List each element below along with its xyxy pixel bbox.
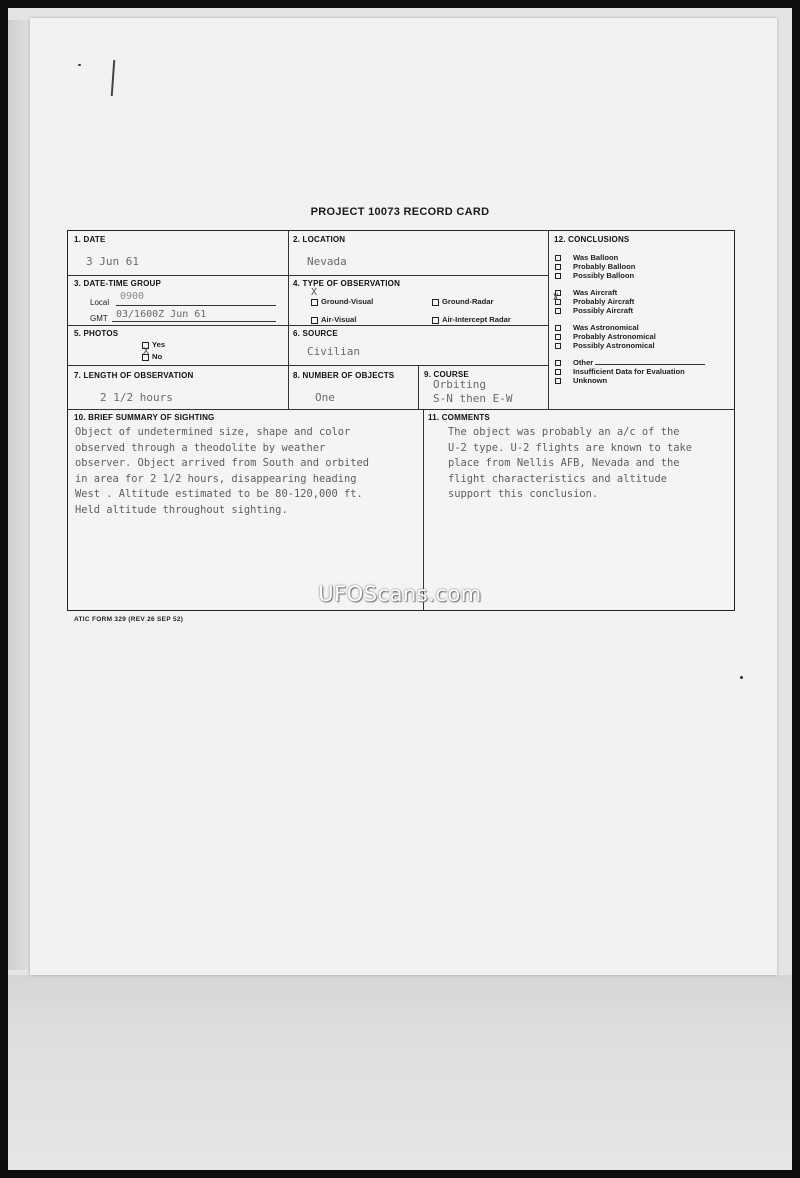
checkbox-icon bbox=[555, 325, 561, 331]
conclusion-possibly-balloon: Possibly Balloon bbox=[555, 271, 705, 280]
location-cell bbox=[289, 231, 549, 276]
summary-text bbox=[75, 425, 369, 518]
conclusion-group-astronomical bbox=[555, 323, 705, 350]
summary-cell bbox=[68, 410, 424, 610]
checkbox-icon bbox=[555, 378, 561, 384]
conclusions-label: 12. CONCLUSIONS bbox=[554, 235, 630, 244]
length-of-observation-cell bbox=[68, 366, 289, 410]
gmt-line bbox=[112, 321, 276, 322]
checkbox-icon bbox=[555, 369, 561, 375]
comments-line: support this conclusion. bbox=[448, 488, 599, 500]
conclusion-group-balloon bbox=[555, 253, 705, 280]
conclusion-was-balloon: Was Balloon bbox=[555, 253, 705, 262]
conclusion-possibly-astronomical: Possibly Astronomical bbox=[555, 341, 705, 350]
record-card bbox=[67, 230, 735, 611]
local-time-line bbox=[116, 305, 276, 306]
source-value: Civilian bbox=[307, 345, 360, 358]
comments-line: place from Nellis AFB, Nevada and the bbox=[448, 457, 680, 469]
other-underline bbox=[595, 364, 705, 365]
number-of-objects-value: One bbox=[315, 391, 335, 404]
checkbox-icon bbox=[555, 255, 561, 261]
option-photos-no: No bbox=[142, 352, 162, 361]
scan-lower-band bbox=[8, 975, 792, 1170]
number-of-objects-label: 8. NUMBER OF OBJECTS bbox=[293, 371, 395, 380]
date-cell bbox=[68, 231, 289, 276]
checkbox-icon bbox=[555, 343, 561, 349]
comments-text bbox=[448, 425, 692, 503]
conclusion-group-aircraft bbox=[555, 288, 705, 315]
source-cell bbox=[289, 326, 549, 366]
option-ground-radar: Ground-Radar bbox=[432, 297, 493, 306]
ground-visual-check-mark: X bbox=[311, 287, 318, 298]
photos-no-check-mark: X bbox=[143, 346, 150, 357]
local-time-label: Local bbox=[90, 298, 110, 307]
dust-speck bbox=[78, 64, 81, 66]
option-ground-visual: Ground-Visual bbox=[311, 297, 373, 306]
comments-line: U-2 type. U-2 flights are known to take bbox=[448, 441, 692, 454]
option-air-visual: Air-Visual bbox=[311, 315, 356, 324]
summary-line: in area for 2 1/2 hours, disappearing heading bbox=[75, 472, 357, 485]
checkbox-icon bbox=[432, 317, 439, 324]
date-time-group-cell bbox=[68, 276, 289, 326]
scan-edge-shadow bbox=[8, 20, 32, 970]
option-air-intercept-radar: Air-Intercept Radar bbox=[432, 315, 511, 324]
summary-line: observed through a theodolite by weather bbox=[75, 441, 326, 454]
type-of-observation-label: 4. TYPE OF OBSERVATION bbox=[293, 279, 401, 288]
checkbox-icon bbox=[555, 264, 561, 270]
checkbox-icon bbox=[555, 273, 561, 279]
checkbox-icon bbox=[555, 334, 561, 340]
form-identifier: ATIC FORM 329 (REV 26 SEP 52) bbox=[74, 616, 184, 623]
conclusion-unknown: Unknown bbox=[555, 376, 705, 385]
course-line-2: S-N then E-W bbox=[433, 392, 513, 405]
conclusions-cell bbox=[549, 231, 734, 410]
summary-label: 10. BRIEF SUMMARY OF SIGHTING bbox=[74, 413, 215, 422]
conclusion-probably-astronomical: Probably Astronomical bbox=[555, 332, 705, 341]
number-of-objects-cell bbox=[289, 366, 419, 410]
summary-line: West . Altitude estimated to be 80-120,000 ft. bbox=[75, 488, 363, 500]
source-label: 6. SOURCE bbox=[293, 329, 338, 338]
length-of-observation-value: 2 1/2 hours bbox=[100, 391, 173, 404]
local-time-value: 0900 bbox=[120, 291, 145, 302]
watermark: UFOScans.com bbox=[318, 582, 482, 606]
conclusion-other: Other bbox=[555, 358, 705, 367]
date-time-group-label: 3. DATE-TIME GROUP bbox=[74, 279, 162, 288]
dust-speck bbox=[740, 676, 743, 679]
gmt-label: GMT bbox=[90, 314, 108, 323]
course-label: 9. COURSE bbox=[424, 370, 469, 379]
photos-cell bbox=[68, 326, 289, 366]
conclusion-probably-aircraft: Probably Aircraft X bbox=[553, 293, 635, 306]
checkbox-icon bbox=[311, 317, 318, 324]
comments-cell bbox=[424, 410, 734, 610]
conclusions-list bbox=[555, 253, 705, 390]
option-photos-yes: Yes bbox=[142, 340, 165, 349]
comments-label: 11. COMMENTS bbox=[428, 413, 490, 422]
summary-line: Held altitude throughout sighting. bbox=[75, 503, 288, 516]
summary-line: observer. Object arrived from South and orbited bbox=[75, 457, 370, 469]
checkbox-icon bbox=[555, 360, 561, 366]
date-value: 3 Jun 61 bbox=[86, 255, 139, 268]
conclusion-was-astronomical: Was Astronomical bbox=[555, 323, 705, 332]
comments-line: The object was probably an a/c of the bbox=[448, 426, 680, 438]
checkbox-icon bbox=[432, 299, 439, 306]
conclusion-group-other bbox=[555, 358, 705, 385]
course-line-1: Orbiting bbox=[433, 378, 486, 391]
summary-line: Object of undetermined size, shape and color bbox=[75, 426, 351, 438]
conclusion-insufficient-data: Insufficient Data for Evaluation bbox=[555, 367, 705, 376]
conclusion-possibly-aircraft: Possibly Aircraft bbox=[555, 306, 705, 315]
card-title: PROJECT 10073 RECORD CARD bbox=[310, 206, 490, 218]
date-label: 1. DATE bbox=[74, 235, 106, 244]
course-cell bbox=[419, 366, 549, 410]
location-label: 2. LOCATION bbox=[293, 235, 346, 244]
checkbox-icon bbox=[555, 308, 561, 314]
comments-line: flight characteristics and altitude bbox=[448, 472, 667, 485]
photos-label: 5. PHOTOS bbox=[74, 329, 119, 338]
type-of-observation-cell bbox=[289, 276, 549, 326]
gmt-value: 03/1600Z Jun 61 bbox=[116, 309, 207, 320]
location-value: Nevada bbox=[307, 255, 347, 268]
checkbox-icon bbox=[311, 299, 318, 306]
conclusion-probably-balloon: Probably Balloon bbox=[555, 262, 705, 271]
probably-aircraft-check-mark: X bbox=[553, 293, 559, 303]
length-of-observation-label: 7. LENGTH OF OBSERVATION bbox=[74, 371, 194, 380]
conclusion-was-aircraft: Was Aircraft bbox=[555, 288, 705, 297]
